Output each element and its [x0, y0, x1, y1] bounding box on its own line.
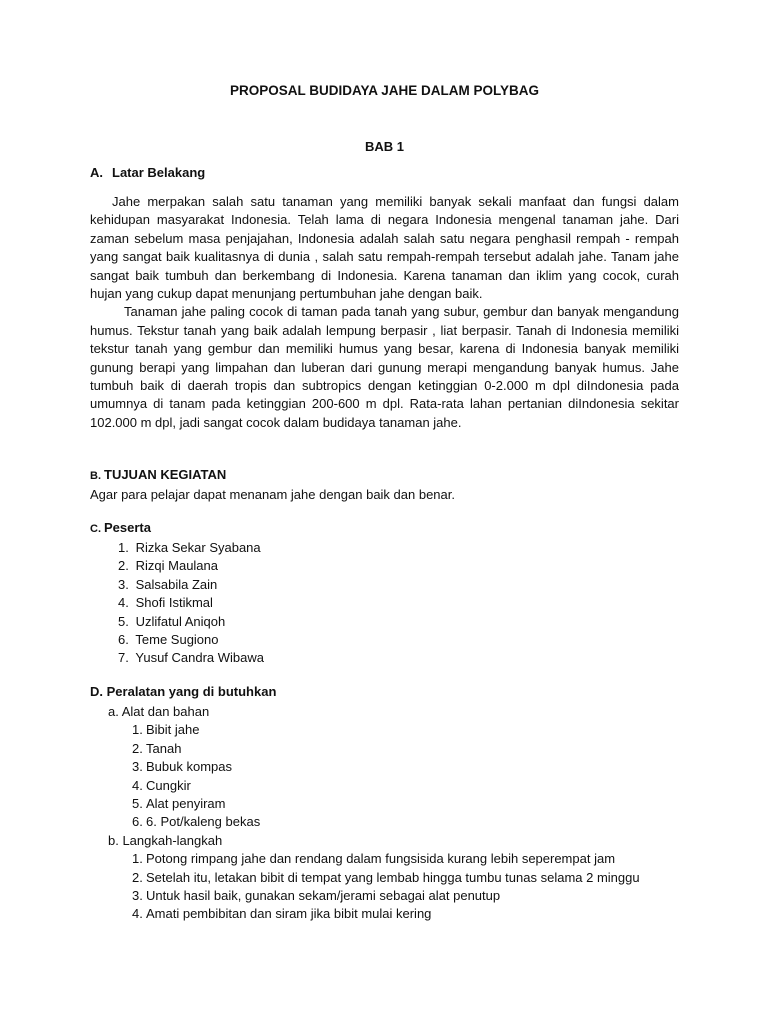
section-a-letter: A. [90, 165, 103, 180]
list-item: 6. Teme Sugiono [118, 632, 219, 648]
list-item: 5. Alat penyiram [132, 796, 226, 812]
section-b-title: TUJUAN KEGIATAN [104, 467, 227, 482]
list-item: 4. Cungkir [132, 777, 191, 793]
list-item: 1. Potong rimpang jahe dan rendang dalam fungsisida kurang lebih seperempat jam [132, 851, 616, 867]
list-item: 1. Rizka Sekar Syabana [118, 540, 261, 555]
section-b-letter: B. [90, 470, 101, 482]
section-peralatan [90, 683, 679, 924]
section-c-title: Peserta [104, 520, 151, 535]
list-item: 6. 6. Pot/kaleng bekas [132, 814, 261, 830]
section-d-title: Peralatan yang di butuhkan [106, 684, 277, 699]
paragraph-1: Jahe merpakan salah satu tanaman yang memiliki banyak sekali manfaat dan fungsi dalam kehidupan masyarakat Indonesia. Telah lama di negara Indonesia mengenal tanaman jahe. Dari zaman sebelum masa penjajahan, Indonesia adalah salah satu negara penghasil rempah - rempah yang sangat baik kualitasnya di dunia , salah satu rempah-rempah tersebut adalah jahe. Tanam jahe sangat baik tumbuh dan berkembang di Indonesia. Karena tanaman dan iklim yang cocok, curah hujan yang cukup dapat menunjang pertumbuhan jahe dengan baik. [90, 194, 679, 302]
list-item: 7. Yusuf Candra Wibawa [118, 650, 265, 666]
section-tujuan-kegiatan [90, 466, 679, 504]
participant-list [90, 539, 679, 668]
section-b-text: Agar para pelajar dapat menanam jahe dengan baik dan benar. [90, 487, 455, 502]
section-d-letter: D. [90, 684, 103, 699]
document-title: PROPOSAL BUDIDAYA JAHE DALAM POLYBAG [229, 83, 540, 98]
list-item: 2. Setelah itu, letakan bibit di tempat yang lembab hingga tumbu tunas selama 2 minggu [132, 869, 640, 885]
chapter-heading: BAB 1 [364, 139, 404, 154]
steps-list [90, 850, 679, 924]
paragraph-2: Tanaman jahe paling cocok di taman pada tanah yang subur, gembur dan banyak mengandung humus. Tekstur tanah yang baik adalah lempung berpasir , liat berpasir. Tanah di Indonesia memiliki tekstur tanah yang gembur dan memiliki humus yang besar, karena di Indonesia banyak memiliki gunung berapi yang limpahan dan luberan dari gunung merapi mengandung banyak humus. Jahe tumbuh baik di daerah tropis dan subtropics dengan ketinggian 0-2.000 m dpl diIndonesia pada umumnya di tanam pada ketinggian 200-600 m dpl. Rata-rata lahan pertanian diIndonesia sekitar 102.000 m dpl, jadi sangat cocok dalam budidaya tanaman jahe. [90, 304, 679, 430]
equipment-list [90, 721, 679, 831]
sub-heading-langkah: b. Langkah-langkah [108, 832, 223, 848]
sub-heading-alat-bahan: a. Alat dan bahan [108, 704, 210, 719]
list-item: 4. Amati pembibitan dan siram jika bibit mulai kering [132, 906, 432, 922]
list-item: 3. Bubuk kompas [132, 759, 232, 775]
section-b-heading [90, 466, 679, 486]
section-c-heading [90, 519, 679, 539]
section-latar-belakang [90, 164, 679, 432]
list-item: 3. Salsabila Zain [118, 576, 218, 592]
section-peserta [90, 519, 679, 668]
section-a-heading [90, 164, 679, 184]
section-a-title: Latar Belakang [112, 165, 206, 180]
section-c-letter: C. [90, 523, 101, 535]
list-item: 1. Bibit jahe [132, 722, 200, 738]
list-item: 3. Untuk hasil baik, gunakan sekam/jerami sebagai alat penutup [132, 888, 501, 904]
list-item: 2. Rizqi Maulana [118, 558, 218, 574]
section-d-heading [90, 683, 679, 703]
list-item: 4. Shofi Istikmal [118, 595, 213, 611]
list-item: 5. Uzlifatul Aniqoh [118, 613, 226, 629]
list-item: 2. Tanah [132, 740, 182, 756]
